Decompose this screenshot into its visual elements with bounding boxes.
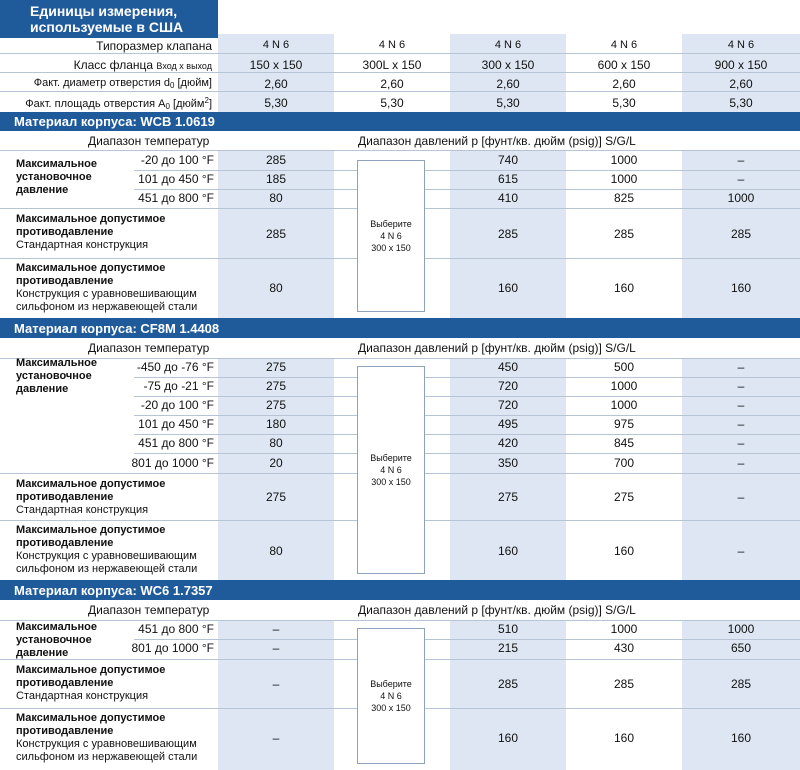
backpressure-bellows-cell: 160 [613, 544, 635, 558]
header-diameters-cell: 2,60 [612, 77, 636, 91]
header-flanges-cell: 300L x 150 [362, 58, 422, 72]
set-pressure-cell: 410 [497, 191, 519, 205]
set-pressure-cell: 1000 [610, 379, 638, 393]
select-callout: Выберите 4 N 6 300 x 150 [357, 628, 425, 764]
max-set-pressure-label: Максимальное установочное давление [16, 158, 97, 196]
header-areas-cell: 5,30 [496, 96, 520, 110]
temp-range-cell: 101 до 450 °F [138, 417, 214, 431]
material-band: Материал корпуса: CF8M 1.4408 [0, 318, 800, 338]
set-pressure-cell: 1000 [610, 172, 638, 186]
set-pressure-cell: 450 [497, 360, 519, 374]
backpressure-std-cell: 275 [265, 490, 287, 504]
backpressure-bellows-cell: 160 [730, 731, 752, 745]
set-pressure-cell: 185 [265, 172, 287, 186]
material-band: Материал корпуса: WC6 1.7357 [0, 580, 800, 600]
temp-range-cell: 451 до 800 °F [138, 622, 214, 636]
temp-range-cell: -20 до 100 °F [140, 398, 214, 412]
set-pressure-cell: 1000 [610, 153, 638, 167]
backpressure-bellows-cell: 160 [730, 281, 752, 295]
max-backpressure-label: Максимальное допустимое противодавление Стандартная конструкция [16, 213, 166, 251]
select-callout: Выберите 4 N 6 300 x 150 [357, 160, 425, 312]
temp-range-cell: 801 до 1000 °F [131, 456, 214, 470]
temp-range-cell: -450 до -76 °F [136, 360, 214, 374]
header-areas-cell: 5,30 [729, 96, 753, 110]
set-pressure-cell: 1000 [727, 191, 755, 205]
orifice-area-label: Факт. площадь отверстия $A_0$ [дюйм$^2$] [25, 96, 212, 111]
header-flanges-cell: 150 x 150 [249, 58, 303, 72]
set-pressure-cell: 975 [613, 417, 635, 431]
backpressure-std-cell: – [737, 490, 745, 504]
backpressure-std-cell: 275 [613, 490, 635, 504]
set-pressure-cell: 650 [730, 641, 752, 655]
set-pressure-cell: – [737, 360, 745, 374]
max-backpressure-label: Максимальное допустимое противодавление Стандартная конструкция [16, 478, 166, 516]
header-areas-cell: 5,30 [612, 96, 636, 110]
header-sizes-cell: 4 N 6 [727, 39, 755, 51]
set-pressure-cell: 350 [497, 456, 519, 470]
header-sizes-cell: 4 N 6 [610, 39, 638, 51]
temp-range-cell: -75 до -21 °F [143, 379, 214, 393]
set-pressure-cell: 80 [269, 436, 283, 450]
set-pressure-cell: 825 [613, 191, 635, 205]
header-flanges-cell: 300 x 150 [481, 58, 535, 72]
set-pressure-cell: 80 [269, 191, 283, 205]
set-pressure-cell: – [272, 622, 280, 636]
header-diameters-cell: 2,60 [380, 77, 404, 91]
header-flanges-cell: 600 x 150 [597, 58, 651, 72]
backpressure-std-cell: 285 [265, 227, 287, 241]
set-pressure-cell: – [272, 641, 280, 655]
pressure-range-label: Диапазон давлений p [фунт/кв. дюйм (psig)] S/G/L [358, 603, 636, 617]
header-areas-cell: 5,30 [264, 96, 288, 110]
flange-class-label: Класс фланца Вход x выход [73, 58, 212, 72]
max-backpressure-bellows-label: Максимальное допустимое противодавление Конструкция с уравновешивающим сильфоном из нержавеющей стали [16, 524, 198, 575]
header-sizes-cell: 4 N 6 [262, 39, 290, 51]
max-set-pressure-label: Максимальное установочное давление [16, 621, 97, 659]
set-pressure-cell: 20 [269, 456, 283, 470]
set-pressure-cell: 720 [497, 398, 519, 412]
set-pressure-cell: 845 [613, 436, 635, 450]
set-pressure-cell: – [737, 417, 745, 431]
pressure-range-label: Диапазон давлений p [фунт/кв. дюйм (psig)] S/G/L [358, 341, 636, 355]
backpressure-std-cell: 285 [613, 677, 635, 691]
backpressure-bellows-cell: – [737, 544, 745, 558]
backpressure-bellows-cell: 160 [497, 544, 519, 558]
set-pressure-cell: 615 [497, 172, 519, 186]
set-pressure-cell: 500 [613, 360, 635, 374]
select-callout: Выберите 4 N 6 300 x 150 [357, 366, 425, 574]
backpressure-std-cell: 275 [497, 490, 519, 504]
set-pressure-cell: 1000 [610, 398, 638, 412]
header-sizes-cell: 4 N 6 [378, 39, 406, 51]
orifice-diameter-label: Факт. диаметр отверстия $d_0$ [дюйм] [33, 77, 212, 90]
set-pressure-cell: 420 [497, 436, 519, 450]
backpressure-bellows-cell: 160 [497, 281, 519, 295]
temp-range-cell: 451 до 800 °F [138, 436, 214, 450]
material-band: Материал корпуса: WCB 1.0619 [0, 112, 800, 131]
set-pressure-cell: – [737, 153, 745, 167]
set-pressure-cell: 275 [265, 360, 287, 374]
backpressure-std-cell: 285 [497, 677, 519, 691]
max-set-pressure-label: Максимальное установочное давление [16, 357, 97, 395]
header-diameters-cell: 2,60 [264, 77, 288, 91]
backpressure-std-cell: 285 [497, 227, 519, 241]
temp-range-label: Диапазон температур [88, 134, 210, 148]
set-pressure-cell: 275 [265, 398, 287, 412]
set-pressure-cell: – [737, 398, 745, 412]
set-pressure-cell: 430 [613, 641, 635, 655]
backpressure-std-cell: 285 [730, 677, 752, 691]
header-areas-cell: 5,30 [380, 96, 404, 110]
backpressure-std-cell: – [272, 677, 280, 691]
temp-range-label: Диапазон температур [88, 341, 210, 355]
set-pressure-cell: 720 [497, 379, 519, 393]
backpressure-bellows-cell: – [272, 731, 280, 745]
set-pressure-cell: 510 [497, 622, 519, 636]
set-pressure-cell: 285 [265, 153, 287, 167]
temp-range-label: Диапазон температур [88, 603, 210, 617]
header-diameters-cell: 2,60 [496, 77, 520, 91]
header-diameters-cell: 2,60 [729, 77, 753, 91]
set-pressure-cell: – [737, 379, 745, 393]
temp-range-cell: -20 до 100 °F [140, 153, 214, 167]
backpressure-bellows-cell: 160 [497, 731, 519, 745]
header-flanges-cell: 900 x 150 [714, 58, 768, 72]
temp-range-cell: 101 до 450 °F [138, 172, 214, 186]
set-pressure-cell: – [737, 456, 745, 470]
pressure-range-label: Диапазон давлений p [фунт/кв. дюйм (psig)] S/G/L [358, 134, 636, 148]
set-pressure-cell: 180 [265, 417, 287, 431]
backpressure-bellows-cell: 80 [269, 544, 283, 558]
header-sizes-cell: 4 N 6 [494, 39, 522, 51]
set-pressure-cell: 1000 [727, 622, 755, 636]
max-backpressure-bellows-label: Максимальное допустимое противодавление Конструкция с уравновешивающим сильфоном из нержавеющей стали [16, 262, 198, 313]
temp-range-cell: 451 до 800 °F [138, 191, 214, 205]
backpressure-bellows-cell: 80 [269, 281, 283, 295]
set-pressure-cell: 700 [613, 456, 635, 470]
table-title: Единицы измерения, используемые в США [0, 0, 218, 38]
set-pressure-cell: 275 [265, 379, 287, 393]
set-pressure-cell: 740 [497, 153, 519, 167]
set-pressure-cell: 495 [497, 417, 519, 431]
set-pressure-cell: – [737, 172, 745, 186]
max-backpressure-bellows-label: Максимальное допустимое противодавление Конструкция с уравновешивающим сильфоном из нержавеющей стали [16, 712, 198, 763]
set-pressure-cell: – [737, 436, 745, 450]
backpressure-bellows-cell: 160 [613, 731, 635, 745]
valve-size-label: Типоразмер клапана [96, 39, 212, 53]
set-pressure-cell: 1000 [610, 622, 638, 636]
max-backpressure-label: Максимальное допустимое противодавление Стандартная конструкция [16, 664, 166, 702]
backpressure-std-cell: 285 [730, 227, 752, 241]
set-pressure-cell: 215 [497, 641, 519, 655]
backpressure-bellows-cell: 160 [613, 281, 635, 295]
backpressure-std-cell: 285 [613, 227, 635, 241]
temp-range-cell: 801 до 1000 °F [131, 641, 214, 655]
